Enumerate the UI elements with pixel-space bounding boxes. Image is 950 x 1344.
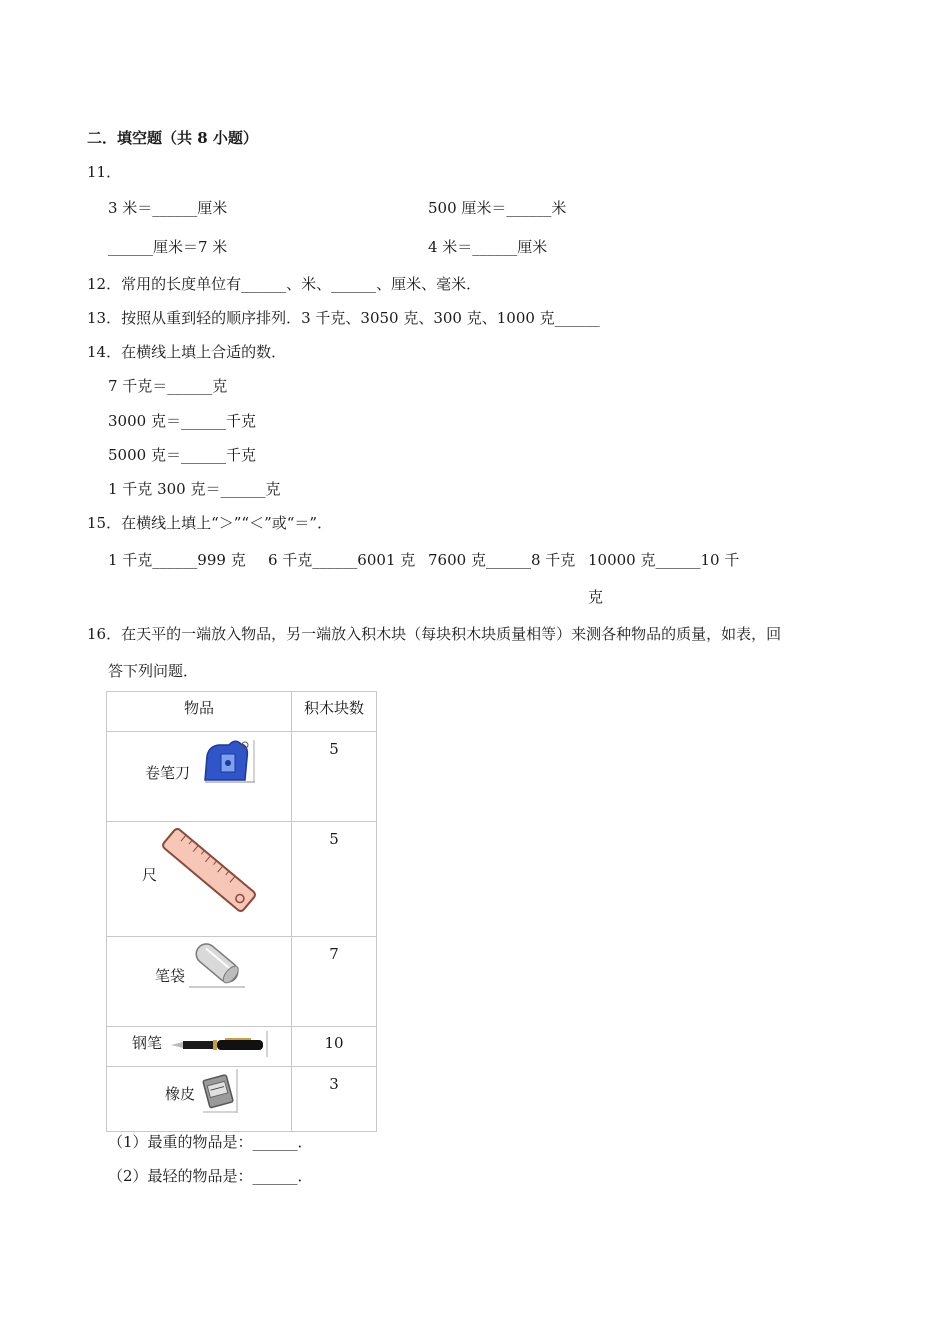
q11-item-1: 3 米＝______厘米 xyxy=(108,199,228,217)
q11-item-4: 4 米＝______厘米 xyxy=(428,238,548,256)
q11-item-3: ______厘米＝7 米 xyxy=(108,238,228,256)
table-row xyxy=(107,1067,377,1132)
item-count: 7 xyxy=(329,945,339,963)
q14-item-2: 3000 克＝______千克 xyxy=(108,412,256,430)
pencil-sharpener-icon xyxy=(199,736,255,786)
item-count: 10 xyxy=(324,1034,344,1052)
item-label: 笔袋 xyxy=(155,967,186,985)
q15-text: 15．在横线上填上“＞”“＜”或“＝”． xyxy=(87,514,333,532)
q15-item-4: 10000 克______10 千 xyxy=(588,551,740,569)
pencil-case-icon xyxy=(189,939,245,989)
table-row xyxy=(107,822,377,937)
q14-item-1: 7 千克＝______克 xyxy=(108,377,228,395)
fountain-pen-icon xyxy=(169,1031,269,1057)
item-label: 尺 xyxy=(142,866,158,884)
section-title: 二．填空题（共 8 小题） xyxy=(87,129,258,147)
q15-item-4-wrap: 克 xyxy=(588,588,604,606)
item-count: 3 xyxy=(329,1075,339,1093)
item-count: 5 xyxy=(329,830,339,848)
table-header-count: 积木块数 xyxy=(292,692,377,732)
q16-sub-question-1: （1）最重的物品是：______． xyxy=(108,1133,313,1151)
item-count: 5 xyxy=(329,740,339,758)
table-header-item: 物品 xyxy=(107,692,292,732)
q13-text: 13．按照从重到轻的顺序排列．3 千克、3050 克、300 克、1000 克______ xyxy=(87,309,600,327)
q11-number: 11． xyxy=(87,163,122,181)
q15-item-1: 1 千克______999 克 xyxy=(108,551,246,569)
eraser-icon xyxy=(199,1069,239,1113)
q14-item-3: 5000 克＝______千克 xyxy=(108,446,256,464)
item-weight-table xyxy=(106,691,377,1132)
q14-item-4: 1 千克 300 克＝______克 xyxy=(108,480,281,498)
table-header-row xyxy=(107,692,377,732)
ruler-icon xyxy=(159,824,259,916)
table-row xyxy=(107,1027,377,1067)
q15-item-3: 7600 克______8 千克 xyxy=(428,551,576,569)
table-row xyxy=(107,937,377,1027)
q15-item-2: 6 千克______6001 克 xyxy=(268,551,416,569)
q11-item-2: 500 厘米＝______米 xyxy=(428,199,567,217)
q12-text: 12．常用的长度单位有______、米、______、厘米、毫米． xyxy=(87,275,482,293)
item-label: 卷笔刀 xyxy=(145,764,191,782)
q16-text-line2: 答下列问题． xyxy=(108,662,199,680)
item-label: 橡皮 xyxy=(165,1085,196,1103)
q16-text-line1: 16．在天平的一端放入物品，另一端放入积木块（每块积木块质量相等）来测各种物品的质量，如表，回 xyxy=(87,625,782,643)
q14-text: 14．在横线上填上合适的数． xyxy=(87,343,287,361)
item-label: 钢笔 xyxy=(132,1034,163,1052)
q16-sub-question-2: （2）最轻的物品是：______． xyxy=(108,1167,313,1185)
table-row xyxy=(107,732,377,822)
